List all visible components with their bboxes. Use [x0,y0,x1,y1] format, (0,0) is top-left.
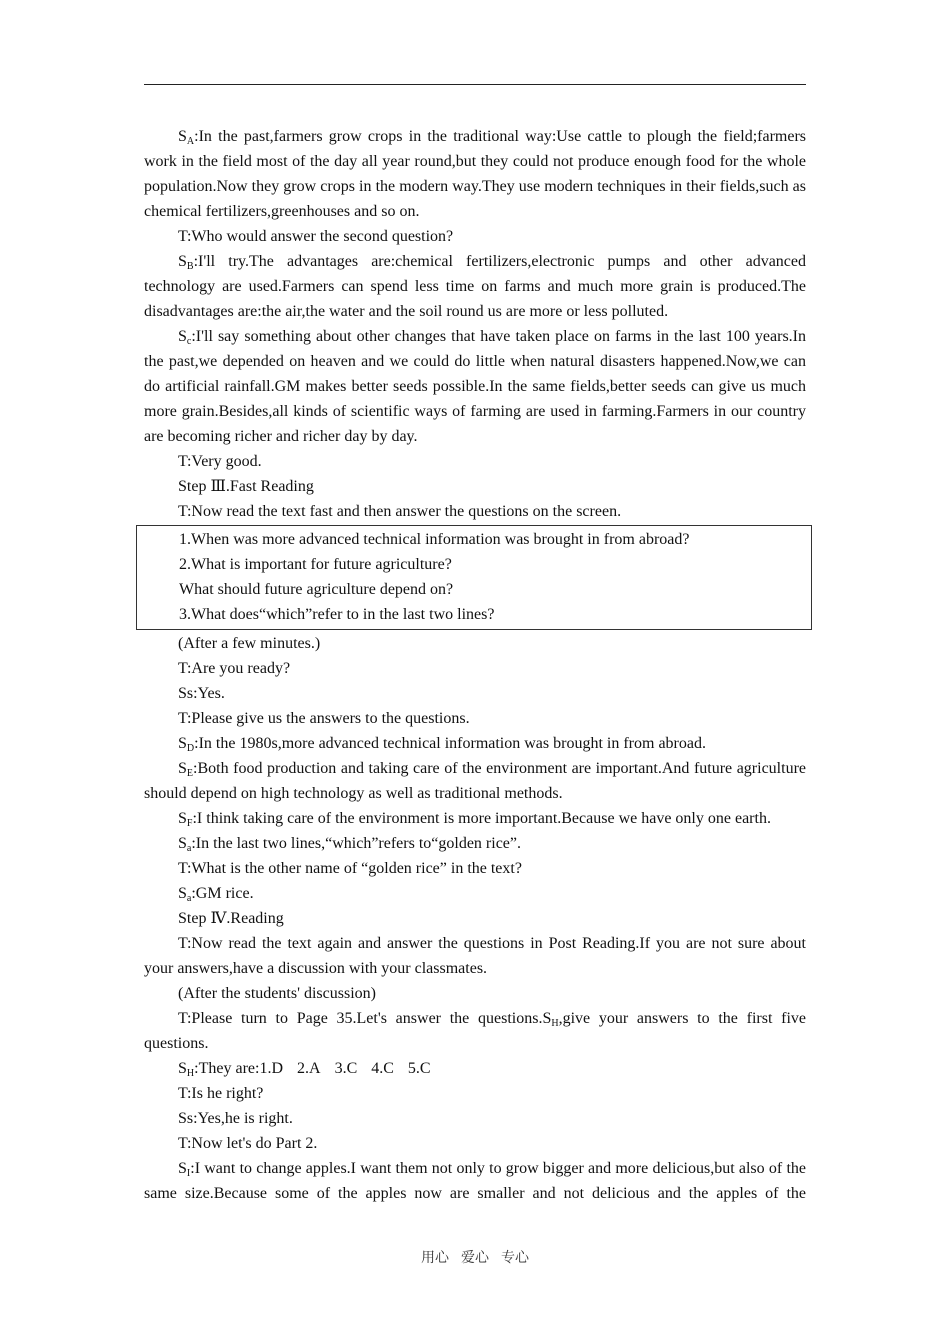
answer-item: 3.C [334,1060,358,1077]
answer-item: 5.C [407,1060,431,1077]
paragraph: Ss:Yes,he is right. [178,1110,293,1127]
paragraph: $S_A:In$ the past,farmers grow crops in the traditional way:Use cattle to plough the field;farmers work in the field most of the day all year round,but they could not produce enough food for the whole population.Now they grow crops in the modern way.They use modern techniques in their fields,such as chemical fertilizers,greenhouses and so on. [144,128,806,220]
paragraph: Step Ⅲ.Fast Reading [178,478,314,495]
page-content [144,124,806,1206]
question-item: 2.What is important for future agriculture? [179,556,452,573]
dialogue-block-top [144,124,806,524]
paragraph: T:Please give us the answers to the questions. [178,710,470,727]
dialogue-block-end [144,1081,806,1206]
paragraph-answers: $S_H:They$ are:1.D 2.A 3.C 4.C 5.C [178,1060,431,1079]
answer-item: 4.C [371,1060,394,1077]
paragraph: T:Are you ready? [178,660,291,677]
paragraph: $S_F:I$ think taking care of the environment is more important.Because we have only one earth. [178,810,771,829]
answer-item: 1.D [259,1060,283,1077]
paragraph: T:What is the other name of “golden rice” in the text? [178,860,522,877]
paragraph: T:Who would answer the second question? [178,228,454,245]
dialogue-block-bottom [144,631,806,1006]
paragraph: Ss:Yes. [178,685,225,702]
paragraph: $S_a:GM$ rice. [178,885,254,904]
header-rule [144,84,806,85]
paragraph: T:Is he right? [178,1085,264,1102]
paragraph: Step Ⅳ.Reading [178,910,284,927]
paragraph: (After a few minutes.) [178,635,321,652]
paragraph: $S_I:I$ want to change apples.I want them not only to grow bigger and more delicious,but also of the same size.Because some of the apples now are smaller and not delicious and the apples of the [144,1160,806,1202]
paragraph: (After the students' discussion) [178,985,376,1002]
question-item: 1.When was more advanced technical information was brought in from abroad? [179,531,690,548]
question-item: What should future agriculture depend on? [179,581,454,598]
paragraph: $S_D:In$ the 1980s,more advanced technical information was brought in from abroad. [178,735,706,754]
page-footer [0,1247,950,1267]
paragraph: $S_c:I'll$ say something about other changes that have taken place on farms in the last 100 years.In the past,we depended on heaven and we could do little when natural disasters happened.Now,we can do artificial rainfall.GM makes better seeds possible.In the same fields,better seeds can give us much more grain.Besides,all kinds of scientific ways of farming are used in farming.Farmers in our country are becoming richer and richer day by day. [144,328,806,445]
paragraph: T:Now let's do Part 2. [178,1135,318,1152]
paragraph: T:Very good. [178,453,262,470]
paragraph: $S_B:I'll$ try.The advantages are:chemical fertilizers,electronic pumps and other advanced technology are used.Farmers can spend less time on farms and much more grain is produced.The disadvantages are:the air,the water and the soil round us are more or less polluted. [144,253,806,320]
footer-part: 用心 [421,1250,449,1266]
answer-item: 2.A [297,1060,321,1077]
paragraph: $S_a:In$ the last two lines,“which”refers to“golden rice”. [178,835,522,854]
paragraph: T:Now read the text fast and then answer the questions on the screen. [178,503,622,520]
paragraph: $S_E:Both$ food production and taking care of the environment are important.And future agriculture should depend on high technology as well as traditional methods. [144,760,806,802]
footer-part: 爱心 [461,1250,489,1266]
paragraph-page35: T:Please turn to Page 35.Let's answer the $questions.S_H,give$ your answers to the first five questions. [144,1010,806,1052]
question-box [136,525,812,630]
footer-part: 专心 [501,1250,529,1266]
question-item: 3.What does“which”refer to in the last two lines? [179,606,495,623]
paragraph: T:Now read the text again and answer the questions in Post Reading.If you are not sure about your answers,have a discussion with your classmates. [144,935,806,977]
